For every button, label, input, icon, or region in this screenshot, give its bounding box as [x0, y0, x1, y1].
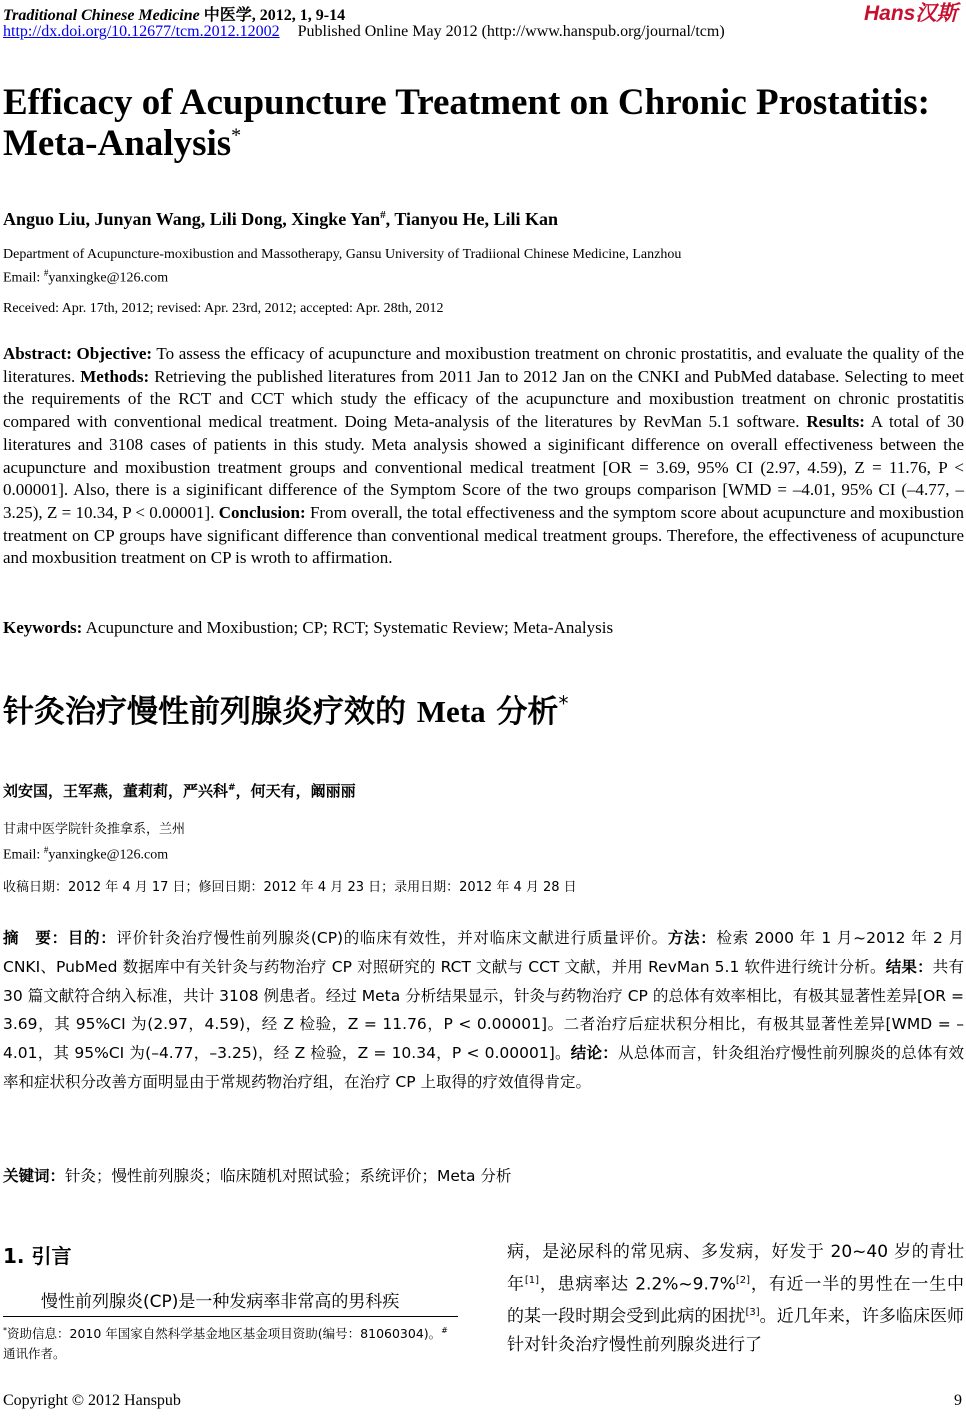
- cn-abstract-conclusion: 从总体而言，针灸组治疗慢性前列腺炎的总体有效率和症状积分改善方面明显由于常规药物治疗组，在治疗 CP 上取得的疗效值得肯定。: [3, 1044, 964, 1091]
- citation-ref-2[interactable]: [2]: [735, 1274, 751, 1286]
- cn-abstract-objective: 评价针灸治疗慢性前列腺炎(CP)的临床有效性，并对临床文献进行质量评价。: [116, 929, 668, 947]
- cn-abstract-methods: 检索 2000 年 1 月~2012 年 2 月 CNKI、PubMed 数据库中有关针灸与药物治疗 CP 对照研究的 RCT 文献与 CCT 文献，并用 RevMan 5.1 软件进行统计分析。: [3, 929, 964, 976]
- cn-keywords-text: 针灸；慢性前列腺炎；临床随机对照试验；系统评价；Meta 分析: [65, 1167, 512, 1185]
- keywords-label: Keywords:: [3, 618, 83, 637]
- title-line-1: Efficacy of Acupuncture Treatment on Chronic Prostatitis:: [3, 82, 930, 123]
- cn-affiliation-email: [3, 840, 185, 866]
- hans-logo-mark: [864, 0, 962, 24]
- abstract: [3, 343, 964, 570]
- footnote-corresponding-text: 通讯作者。: [3, 1346, 66, 1362]
- svg-text:Hans汉斯: Hans汉斯: [864, 2, 958, 24]
- cn-abstract-results: 共有 30 篇文献符合纳入标准，共计 3108 例患者。经过 Meta 分析结果显示，针灸与药物治疗 CP 的总体有效率相比，有极其显著性差异[OR = 3.69，其 95%CI 为(2.97，4.59)，经 Z 检验，Z = 11.76，P < 0.00001]。二者治疗后症状积分相比，有极其显著性差异[WMD = –4.01，其 95%CI 为(–4.77，–3.25)，经 Z 检验，Z = 10.34，P < 0.00001]。: [3, 957, 964, 1063]
- cn-email-label: Email:: [3, 847, 44, 863]
- cn-author-list: [3, 780, 356, 801]
- section-heading-introduction: 1. 引言: [3, 1244, 72, 1268]
- right-col-text-2: ，患病率达 2.2%~9.7%: [539, 1274, 736, 1295]
- abstract-label: Abstract: Objective:: [3, 344, 153, 363]
- cn-abstract-conclusion-label: 结论：: [570, 1044, 618, 1063]
- cn-abstract-methods-label: 方法：: [667, 929, 717, 947]
- title-funding-marker: *: [231, 124, 242, 147]
- citation-ref-3[interactable]: [3]: [745, 1306, 760, 1318]
- abstract-objective: To assess the efficacy of acupuncture and moxibustion treatment on chronic prostatitis, and evaluate the quality of the literatures.: [3, 344, 964, 386]
- hans-logo: [864, 0, 962, 24]
- paper-title: [3, 82, 943, 164]
- intro-left-column-text: 慢性前列腺炎(CP)是一种发病率非常高的男科疾: [41, 1292, 400, 1312]
- copyright-notice: Copyright © 2012 Hanspub: [3, 1392, 181, 1409]
- right-col-text-1: 病，是泌尿科的常见病、多发病，好发于 20~40 岁的青壮年: [507, 1242, 964, 1295]
- title-line-2: Meta-Analysis: [3, 123, 232, 164]
- footnote-funding-text: 资助信息：2010 年国家自然科学基金地区基金项目资助(编号：81060304)。: [7, 1326, 442, 1342]
- corresponding-mark: #: [380, 209, 386, 221]
- cn-abstract: [3, 924, 964, 1097]
- cn-keywords: [3, 1164, 511, 1186]
- cn-affiliation: [3, 820, 185, 866]
- cn-abstract-results-label: 结果：: [885, 957, 933, 976]
- citation-ref-1[interactable]: [1]: [524, 1274, 540, 1286]
- keywords-text: Acupuncture and Moxibustion; CP; RCT; Systematic Review; Meta-Analysis: [82, 618, 614, 637]
- author-list: [3, 209, 558, 230]
- abstract-results-label: Results:: [806, 412, 865, 432]
- right-col-text-3: ，有近一半的男性在一生中的某一段时期会受到此病的困扰: [507, 1274, 965, 1327]
- doi-link[interactable]: http://dx.doi.org/10.12677/tcm.2012.12002: [3, 23, 280, 40]
- funding-footnote: [3, 1321, 458, 1364]
- email-mark: #: [43, 268, 49, 278]
- page-number: 9: [954, 1392, 962, 1409]
- cn-abstract-label: 摘 要：目的：: [3, 929, 117, 947]
- doi-line: [3, 23, 725, 41]
- cn-title-part-1: 针灸治疗慢性前列腺炎疗效的: [3, 694, 417, 730]
- cn-keywords-label: 关键词：: [3, 1167, 66, 1185]
- cn-received-dates: 收稿日期：2012 年 4 月 17 日；修回日期：2012 年 4 月 23 日；录用日期：2012 年 4 月 28 日: [3, 880, 577, 895]
- cn-authors-part-2: ，何天有，阚丽丽: [235, 782, 356, 800]
- keywords: [3, 618, 613, 638]
- abstract-conclusion-label: Conclusion:: [218, 502, 306, 522]
- authors-part-2: , Tianyou He, Lili Kan: [385, 209, 559, 229]
- footnote-mark-funding: *: [3, 1326, 7, 1335]
- email-address: yanxingke@126.com: [48, 270, 169, 286]
- intro-right-column-text: [507, 1238, 964, 1360]
- received-dates: Received: Apr. 17th, 2012; revised: Apr. 23rd, 2012; accepted: Apr. 28th, 2012: [3, 301, 444, 316]
- journal-volume: 中医学, 2012, 1, 9-14: [203, 7, 346, 24]
- cn-corresponding-mark: #: [228, 783, 236, 793]
- cn-email-mark: #: [43, 845, 49, 855]
- cn-paper-title: [3, 686, 568, 731]
- cn-affiliation-dept: 甘肃中医学院针灸推拿系，兰州: [3, 822, 186, 837]
- abstract-conclusion: From overall, the total effectiveness and the symptom score about acupuncture and moxibustion treatment on CP groups have significant difference than conventional medical treatment groups. Therefore, the effectiveness of acupuncture and moxbusition treatment on CP is wroth to affirmation.: [3, 502, 964, 568]
- cn-authors-part-1: 刘安国，王军燕，董莉莉，严兴科: [3, 782, 229, 800]
- abstract-results: A total of 30 literatures and 3108 cases of patients in this study. Meta analysis showed a siginificant difference on overall effectiveness between the acupuncture and moxibustion treatment groups and conventional medical treatment [OR = 3.69, 95% CI (2.97, 4.59), Z = 11.76, P < 0.00001]. Also, there is a siginificant difference of the Symptom Score of the two groups comparison [WMD = –4.01, 95% CI (–4.77, –3.25), Z = 10.34, P < 0.00001].: [3, 412, 965, 522]
- cn-title-latin: Meta: [416, 694, 486, 729]
- abstract-methods-label: Methods:: [80, 366, 150, 386]
- journal-citation: [3, 2, 345, 25]
- footnote-divider: [3, 1316, 458, 1317]
- affiliation-dept: Department of Acupuncture-moxibustion and Massotherapy, Gansu University of Tradiional Chinese Medicine, Lanzhou: [3, 247, 682, 262]
- cn-title-part-2: 分析: [485, 694, 559, 730]
- affiliation-email: [3, 264, 681, 288]
- publication-info: Published Online May 2012 (http://www.hanspub.org/journal/tcm): [297, 23, 725, 40]
- cn-email-address: yanxingke@126.com: [48, 847, 169, 863]
- right-col-text-4: 。近几年来，许多临床医师针对针灸治疗慢性前列腺炎进行了: [507, 1306, 965, 1356]
- affiliation: [3, 245, 681, 288]
- email-label: Email:: [3, 270, 44, 286]
- cn-title-marker: *: [558, 691, 569, 716]
- abstract-methods: Retrieving the published literatures from 2011 Jan to 2012 Jan on the CNKI and PubMed database. Selecting to meet the requirements of the RCT and CCT which study the efficacy of the acupuncture and moxibustion treatment on chronic prostatitis compared with conventional medical treatment. Doing Meta-analysis of the literatures by RevMan 5.1 software.: [3, 366, 965, 432]
- journal-name: Traditional Chinese Medicine: [3, 7, 200, 24]
- authors-part-1: Anguo Liu, Junyan Wang, Lili Dong, Xingke Yan: [3, 209, 381, 229]
- footnote-mark-corresponding: #: [441, 1326, 448, 1335]
